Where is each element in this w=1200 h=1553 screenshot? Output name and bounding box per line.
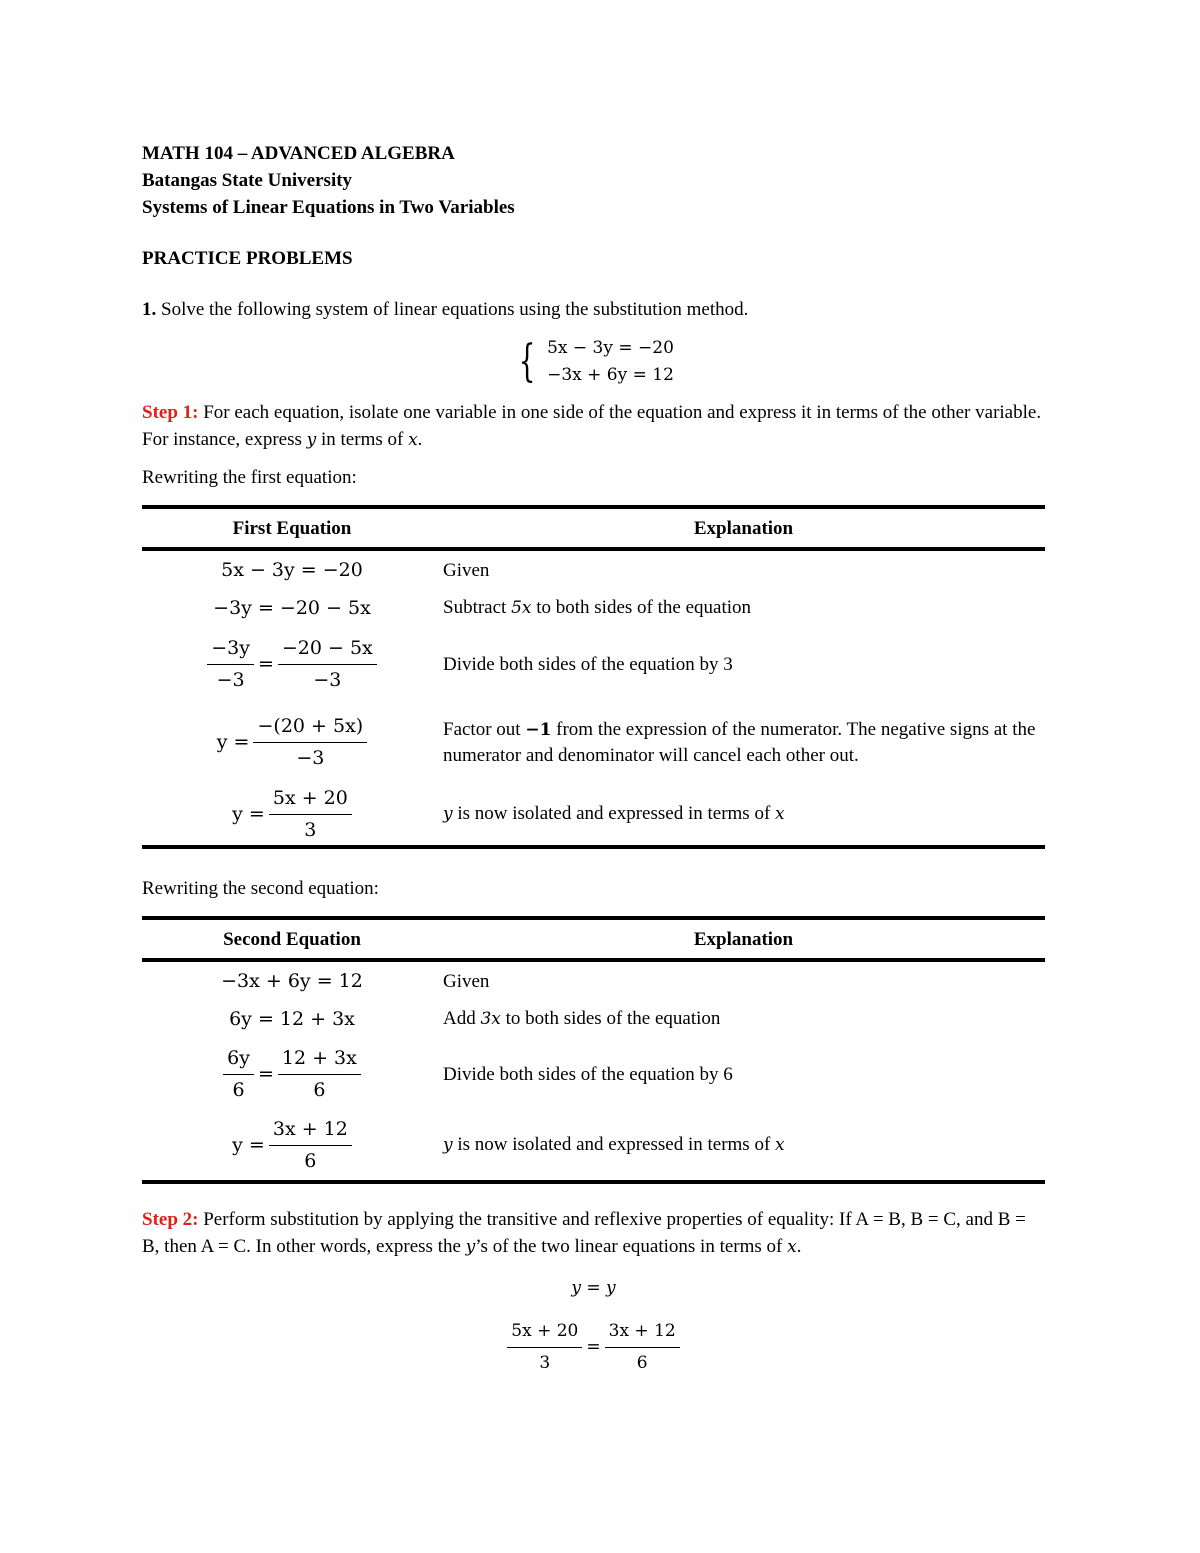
step2-label: Step 2: bbox=[142, 1209, 199, 1230]
eq-cell: y = $\frac{5x + 20}{3}$ bbox=[142, 783, 442, 847]
problem-prompt bbox=[142, 296, 1045, 323]
explanation-cell: Divide both sides of the equation by 6 bbox=[443, 1063, 733, 1085]
eq-cell: y = $\frac{3x + 12}{6}$ bbox=[142, 1110, 442, 1182]
section-title: PRACTICE PROBLEMS bbox=[142, 248, 353, 269]
equation-system bbox=[142, 335, 1045, 389]
step2-text-b: ’s of the two linear equations in terms of bbox=[475, 1236, 788, 1257]
explanation-cell: Given bbox=[443, 970, 490, 992]
first-intro: Rewriting the first equation: bbox=[142, 467, 357, 488]
eq-cell: $\frac{6y}{6}$ = $\frac{12 + 3x}{6}$ bbox=[142, 1038, 442, 1110]
step1-var-x: x bbox=[408, 430, 418, 450]
fraction: $\frac{12 + 3x}{6}$ bbox=[278, 1045, 361, 1104]
system-eq-1: 5x − 3y = −20 bbox=[547, 338, 674, 358]
explanation-cell: Given bbox=[443, 559, 490, 581]
table-row bbox=[142, 783, 1045, 847]
problem-number: 1. bbox=[142, 299, 157, 320]
fraction: $\frac{-20 - 5x}{-3}$ bbox=[278, 635, 377, 694]
fraction: $\frac{3x + 12}{6}$ bbox=[605, 1318, 680, 1377]
step1-text-b: in terms of bbox=[316, 429, 409, 450]
table2-col1-header: Second Equation bbox=[142, 918, 442, 960]
step2-var-y: y bbox=[465, 1237, 476, 1257]
step1-text-c: . bbox=[417, 429, 423, 450]
eq-cell: −3y = −20 − 5x bbox=[213, 596, 371, 619]
table-row bbox=[142, 701, 1045, 783]
fraction: $\frac{3x + 12}{6}$ bbox=[269, 1116, 352, 1175]
table-row bbox=[142, 627, 1045, 701]
step2-var-x: x bbox=[787, 1237, 797, 1257]
explanation-cell: Add 3x to both sides of the equation bbox=[443, 1008, 721, 1029]
brace-glyph: { bbox=[518, 336, 536, 387]
step1-text-a: For each equation, isolate one variable in one side of the equation and express it in terms of the other variable. For instance, express bbox=[142, 402, 1042, 450]
explanation-cell: Subtract 5x to both sides of the equation bbox=[443, 597, 752, 618]
fraction: $\frac{5x + 20}{3}$ bbox=[507, 1318, 582, 1377]
step1-var-y: y bbox=[306, 430, 317, 450]
system-eq-2: −3x + 6y = 12 bbox=[547, 365, 674, 385]
fraction: $\frac{-(20 + 5x)}{-3}$ bbox=[253, 713, 367, 772]
document-page bbox=[142, 140, 1045, 1377]
fraction: $\frac{5x + 20}{3}$ bbox=[269, 785, 352, 844]
substitution-equations: y = y $\frac{5x + 20}{3}$ = $\frac{3x + 12}{6}$ bbox=[142, 1275, 1045, 1377]
step2-paragraph bbox=[142, 1206, 1045, 1261]
explanation-cell: y is now isolated and expressed in terms of x bbox=[442, 783, 1045, 847]
step1-label: Step 1: bbox=[142, 402, 199, 423]
explanation-cell: y is now isolated and expressed in terms of x bbox=[442, 1110, 1045, 1182]
step2-text-c: . bbox=[796, 1236, 802, 1257]
eq-y-equals-y: y = y bbox=[571, 1278, 616, 1298]
first-equation-table bbox=[142, 505, 1045, 849]
explanation-cell: Divide both sides of the equation by 3 bbox=[443, 653, 733, 675]
step2-text-a: Perform substitution by applying the transitive and reflexive properties of equality: If A = B, B = C, and B = B, then A = C. In other words, express the bbox=[142, 1209, 1026, 1257]
table2-col2-header: Explanation bbox=[442, 918, 1045, 960]
table-row bbox=[142, 1000, 1045, 1038]
eq-cell: −3x + 6y = 12 bbox=[221, 969, 363, 992]
fraction: $\frac{6y}{6}$ bbox=[223, 1045, 254, 1104]
topic-title: Systems of Linear Equations in Two Variables bbox=[142, 197, 515, 218]
eq-cell: y = $\frac{-(20 + 5x)}{-3}$ bbox=[142, 701, 442, 783]
table-row bbox=[142, 1038, 1045, 1110]
table-row bbox=[142, 589, 1045, 627]
second-equation-table bbox=[142, 916, 1045, 1184]
course-title: MATH 104 – ADVANCED ALGEBRA bbox=[142, 143, 455, 164]
problem-text: Solve the following system of linear equations using the substitution method. bbox=[161, 299, 749, 320]
table-row bbox=[142, 1110, 1045, 1182]
eq-cell: $\frac{-3y}{-3}$ = $\frac{-20 - 5x}{-3}$ bbox=[142, 627, 442, 701]
eq-cell: 6y = 12 + 3x bbox=[229, 1007, 355, 1030]
table-row bbox=[142, 960, 1045, 1000]
university-name: Batangas State University bbox=[142, 170, 353, 191]
step1-paragraph bbox=[142, 399, 1045, 454]
second-intro: Rewriting the second equation: bbox=[142, 878, 379, 899]
fraction: $\frac{-3y}{-3}$ bbox=[207, 635, 254, 694]
table1-col2-header: Explanation bbox=[442, 507, 1045, 549]
table1-col1-header: First Equation bbox=[142, 507, 442, 549]
explanation-cell: Factor out −1 from the expression of the numerator. The negative signs at the numerator and denominator will cancel each other out. bbox=[443, 718, 1036, 766]
eq-cell: 5x − 3y = −20 bbox=[221, 558, 363, 581]
table-row bbox=[142, 549, 1045, 589]
